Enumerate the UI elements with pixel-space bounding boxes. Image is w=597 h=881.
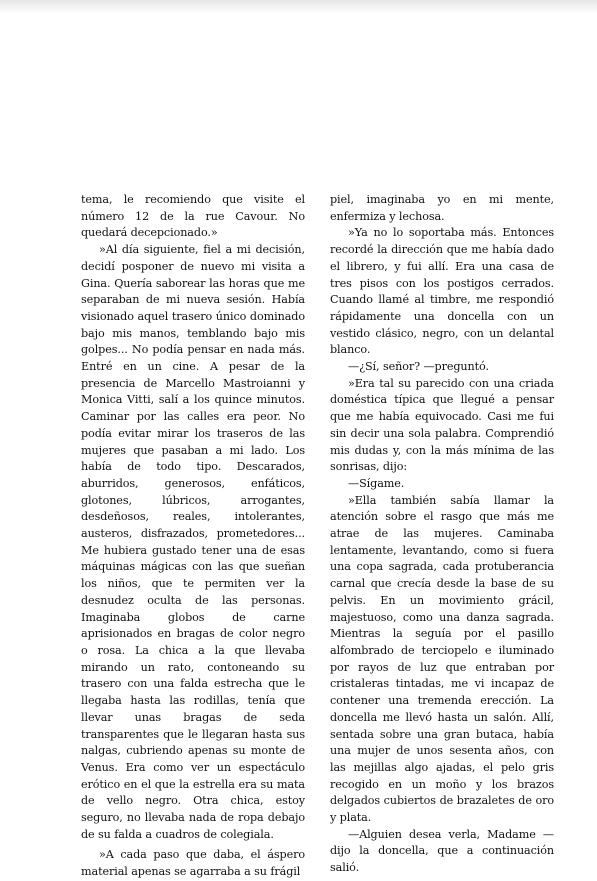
paragraph: piel, imaginaba yo en mi mente, enfermiza y lechosa. [330, 193, 554, 223]
scan-top-shadow [0, 0, 597, 14]
paragraph: »Al día siguiente, fiel a mi decisión, decidí posponer de nuevo mi visita a Gina. Quería saborear las horas que me separaban de mi nueva sesión. Había visionado aquel trasero único dominado bajo mis manos, temblando bajo mis golpes... No podía pensar en nada más. Entré en un cine. A pesar de la presencia de Marcello Mastroianni y Monica Vitti, salí a los quince minutos. Caminar por las calles era peor. No podía evitar mirar los traseros de las mujeres que pasaban a mi lado. Los había de todo tipo. Descarados, aburridos, generosos, enfáticos, glotones, lúbricos, arrogantes, desdeñosos, reales, intolerantes, austeros, disfrazados, prometedores... Me hubiera gustado tener una de esas máquinas mágicas con las que sueñan los niños, que te permiten ver la desnudez oculta de las personas. Imaginaba globos de carne aprisionados en bragas de color negro o rosa. La chica a la que llevaba mirando un rato, contoneando su trasero con una falda estrecha que le llegaba hasta las rodillas, tenía que llevar unas bragas de seda transparentes que le llegaran hasta sus nalgas, cubriendo apenas su monte de Venus. Era como ver un espectáculo erótico en el que la estrella era su mata de vello negro. Otra chica, estoy seguro, no llevaba nada de ropa debajo de su falda a cuadros de colegiala. [81, 243, 305, 841]
right-column [330, 192, 554, 877]
paragraph: »Ya no lo soportaba más. Entonces recordé la dirección que me había dado el librero, y fui allí. Era una casa de tres pisos con los postigos cerrados. Cuando llamé al timbre, me respondió rápidamente una doncella con un vestido clásico, negro, con un delantal blanco. [330, 226, 554, 357]
paragraph: —¿Sí, señor? —preguntó. [348, 360, 489, 374]
paragraph: »Ella también sabía llamar la atención sobre el rasgo que más me atrae de las mujeres. Caminaba lentamente, levantando, como si fuera una copa sagrada, cada protuberancia carnal que crecía desde la base de su pelvis. En un movimiento grácil, majestuoso, como una danza sagrada. Mientras la seguía por el pasillo alfombrado de terciopelo e iluminado por rayos de luz que entraban por cristaleras tintadas, me vi incapaz de contener una tremenda erección. La doncella me llevó hasta un salón. Allí, sentada sobre una gran butaca, había una mujer de unos sesenta años, con las mejillas algo ajadas, el pelo gris recogido en un moño y los brazos delgados cubiertos de brazaletes de oro y plata. [330, 493, 554, 825]
paragraph: »A cada paso que daba, el áspero material apenas se agarraba a su frágil [81, 848, 305, 879]
paragraph: »Era tal su parecido con una criada doméstica típica que llegué a pensar que me había equivocado. Casi me fui sin decir una sola palabra. Comprendió mis dudas y, con la más mínima de las sonrisas, dijo: [330, 376, 554, 474]
paragraph: tema, le recomiendo que visite el número 12 de la rue Cavour. No quedará decepcionado.» [81, 193, 305, 240]
paragraph: —Sígame. [348, 476, 405, 490]
paragraph: —Alguien desea verla, Madame —dijo la doncella, que a continuación salió. [330, 827, 554, 875]
left-column [81, 192, 305, 881]
